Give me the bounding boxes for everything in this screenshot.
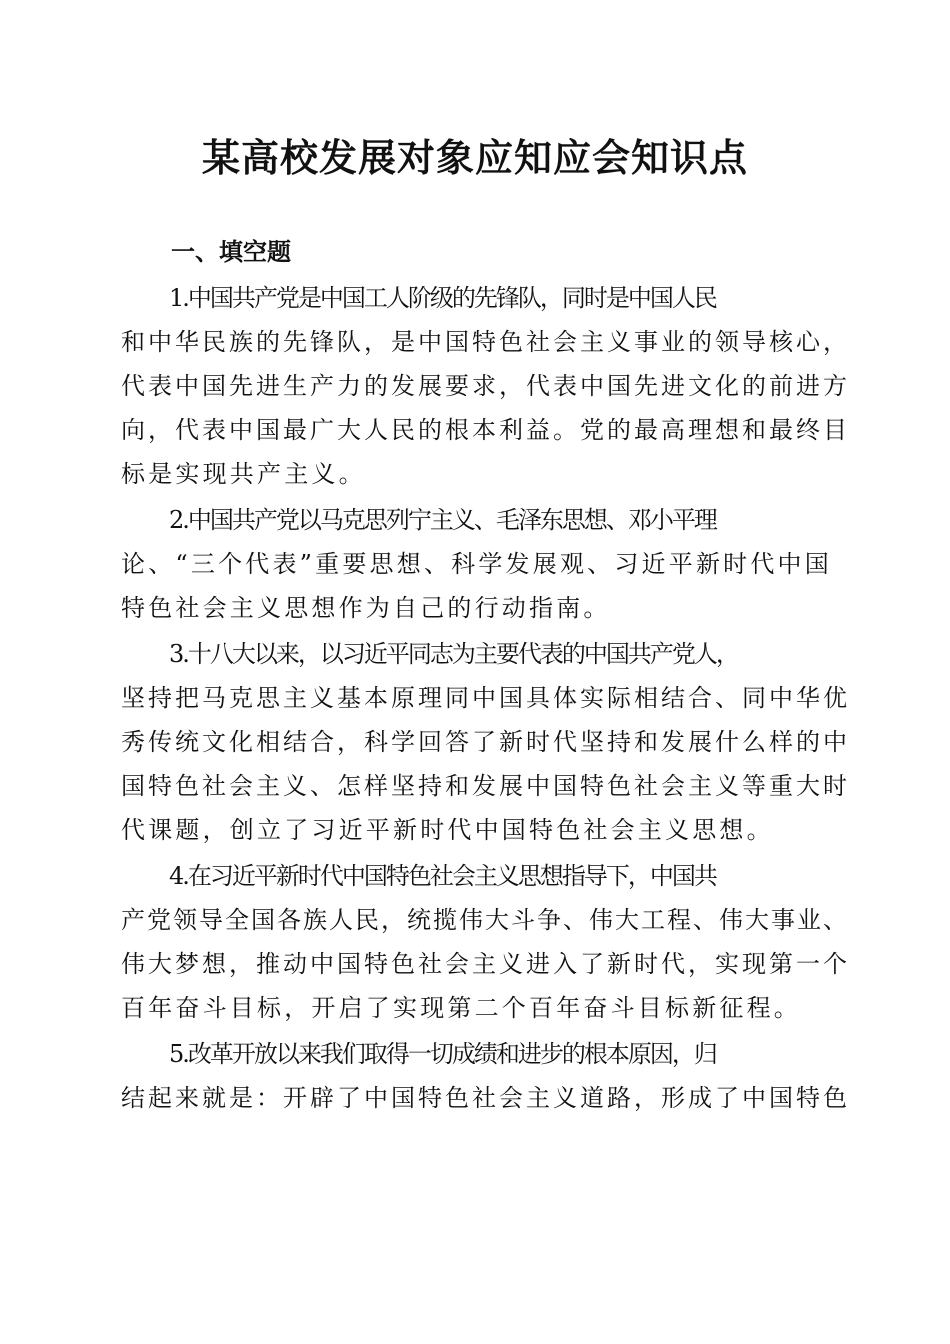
text-line: 向，代表中国最广大人民的根本利益。党的最高理想和最终目 [121, 416, 850, 444]
text-line: 百年奋斗目标，开启了实现第二个百年奋斗目标新征程。 [121, 994, 801, 1022]
text-line: 标是实现共产主义。 [121, 460, 366, 488]
document-title: 某高校发展对象应知应会知识点 [201, 135, 748, 180]
text-line: 和中华民族的先锋队，是中国特色社会主义事业的领导核心， [121, 328, 850, 356]
text-line: 论、“三个代表”重要思想、科学发展观、习近平新时代中国 [121, 550, 832, 578]
section-heading: 一、填空题 [171, 238, 291, 266]
text-line: 1.中国共产党是中国工人阶级的先锋队，同时是中国人民 [169, 284, 716, 312]
text-line: 2.中国共产党以马克思列宁主义、毛泽东思想、邓小平理 [169, 506, 716, 534]
text-line: 伟大梦想，推动中国特色社会主义进入了新时代，实现第一个 [121, 950, 850, 978]
text-line: 国特色社会主义、怎样坚持和发展中国特色社会主义等重大时 [121, 772, 850, 800]
text-line: 结起来就是：开辟了中国特色社会主义道路，形成了中国特色 [121, 1084, 850, 1112]
text-line: 坚持把马克思主义基本原理同中国具体实际相结合、同中华优 [121, 684, 850, 712]
text-line: 产党领导全国各族人民，统揽伟大斗争、伟大工程、伟大事业、 [121, 906, 849, 934]
text-line: 4.在习近平新时代中国特色社会主义思想指导下，中国共 [169, 862, 716, 890]
text-line: 代课题，创立了习近平新时代中国特色社会主义思想。 [121, 816, 774, 844]
text-line: 代表中国先进生产力的发展要求，代表中国先进文化的前进方 [121, 372, 850, 400]
text-line: 特色社会主义思想作为自己的行动指南。 [121, 594, 611, 622]
text-line: 5.改革开放以来我们取得一切成绩和进步的根本原因，归 [169, 1040, 716, 1068]
text-line: 秀传统文化相结合，科学回答了新时代坚持和发展什么样的中 [121, 728, 850, 756]
text-line: 3.十八大以来，以习近平同志为主要代表的中国共产党人， [169, 640, 738, 668]
